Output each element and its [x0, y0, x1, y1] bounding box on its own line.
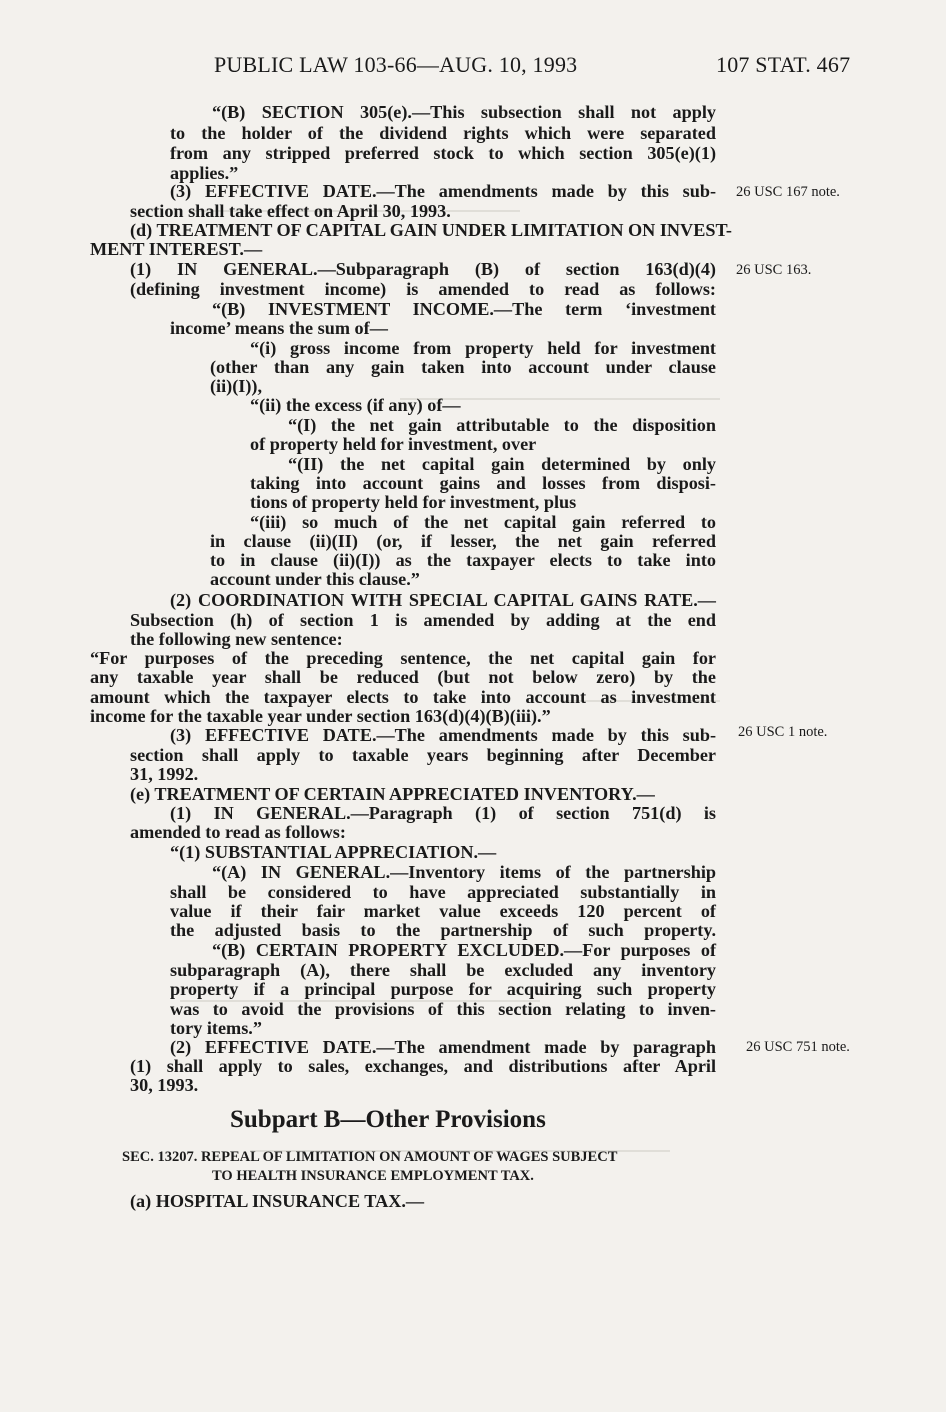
body-line: section shall take effect on April 30, 1993. [130, 201, 451, 221]
margin-note: 26 USC 751 note. [746, 1039, 850, 1055]
section-heading-line: TO HEALTH INSURANCE EMPLOYMENT TAX. [212, 1168, 534, 1184]
body-line: “(i) gross income from property held for investment [250, 338, 716, 358]
body-line: any taxable year shall be reduced (but not below zero) by the [90, 667, 716, 687]
body-line: amended to read as follows: [130, 822, 346, 842]
header-stat-page: 107 STAT. 467 [716, 52, 851, 77]
body-line: (1) IN GENERAL.—Subparagraph (B) of section 163(d)(4) [130, 259, 716, 279]
body-line: “(iii) so much of the net capital gain referred to [250, 512, 716, 532]
body-line: (1) shall apply to sales, exchanges, and distributions after April [130, 1056, 716, 1076]
body-line: (ii)(I)), [210, 376, 263, 396]
body-line: MENT INTEREST.— [90, 239, 263, 259]
body-line: (2) COORDINATION WITH SPECIAL CAPITAL GAINS RATE.— [170, 590, 716, 610]
body-line: taking into account gains and losses from disposi- [250, 473, 716, 493]
body-line: to in clause (ii)(I)) as the taxpayer elects to take into [210, 550, 716, 570]
body-line: (defining investment income) is amended to read as follows: [130, 279, 716, 299]
body-line: value if their fair market value exceeds 120 percent of [170, 901, 716, 921]
subpart-title: Subpart B—Other Provisions [230, 1106, 546, 1133]
body-line: “(B) INVESTMENT INCOME.—The term ‘investment [212, 299, 716, 319]
body-line: tions of property held for investment, plus [250, 492, 577, 512]
body-line: (other than any gain taken into account under clause [210, 357, 716, 377]
body-line: 30, 1993. [130, 1075, 199, 1095]
body-line: amount which the taxpayer elects to take into account as investment [90, 687, 716, 707]
body-line: the following new sentence: [130, 629, 343, 649]
body-line: shall be considered to have appreciated substantially in [170, 882, 716, 902]
body-line: section shall apply to taxable years beginning after December [130, 745, 716, 765]
margin-note: 26 USC 163. [736, 262, 812, 278]
body-line: 31, 1992. [130, 764, 199, 784]
body-line: from any stripped preferred stock to which section 305(e)(1) [170, 143, 716, 163]
body-line: Subsection (h) of section 1 is amended by adding at the end [130, 610, 716, 630]
body-line: “(A) IN GENERAL.—Inventory items of the partnership [212, 862, 716, 882]
body-line: property if a principal purpose for acquiring such property [170, 979, 716, 999]
body-line: “(B) SECTION 305(e).—This subsection shall not apply [212, 102, 716, 122]
body-line: of property held for investment, over [250, 434, 537, 454]
body-line: “(ii) the excess (if any) of— [250, 395, 461, 415]
body-line: tory items.” [170, 1018, 262, 1038]
margin-note: 26 USC 167 note. [736, 184, 840, 200]
body-line: “(B) CERTAIN PROPERTY EXCLUDED.—For purposes of [212, 940, 716, 960]
body-line: was to avoid the provisions of this section relating to inven- [170, 999, 716, 1019]
body-line: in clause (ii)(II) (or, if lesser, the net gain referred [210, 531, 716, 551]
body-line: to the holder of the dividend rights which were separated [170, 123, 716, 143]
body-line: (3) EFFECTIVE DATE.—The amendments made by this sub- [170, 725, 716, 745]
subsection-heading: (a) HOSPITAL INSURANCE TAX.— [130, 1191, 425, 1211]
body-line: “For purposes of the preceding sentence, the net capital gain for [90, 648, 716, 668]
body-line: subparagraph (A), there shall be excluded any inventory [170, 960, 716, 980]
body-line: “(1) SUBSTANTIAL APPRECIATION.— [170, 842, 497, 862]
header-law-title: PUBLIC LAW 103-66—AUG. 10, 1993 [214, 52, 578, 77]
body-line: (2) EFFECTIVE DATE.—The amendment made by paragraph [170, 1037, 716, 1057]
body-line: “(II) the net capital gain determined by only [288, 454, 716, 474]
body-line: (1) IN GENERAL.—Paragraph (1) of section 751(d) is [170, 803, 716, 823]
body-line: account under this clause.” [210, 569, 420, 589]
body-line: income’ means the sum of— [170, 318, 388, 338]
section-heading-line: SEC. 13207. REPEAL OF LIMITATION ON AMOUNT OF WAGES SUBJECT [122, 1149, 618, 1165]
body-line: (d) TREATMENT OF CAPITAL GAIN UNDER LIMITATION ON INVEST- [130, 220, 732, 240]
body-line: applies.” [170, 163, 239, 183]
body-line: income for the taxable year under section 163(d)(4)(B)(iii).” [90, 706, 551, 726]
margin-note: 26 USC 1 note. [738, 724, 828, 740]
body-line: (3) EFFECTIVE DATE.—The amendments made by this sub- [170, 181, 716, 201]
body-line: the adjusted basis to the partnership of such property. [170, 920, 716, 940]
body-line: (e) TREATMENT OF CERTAIN APPRECIATED INVENTORY.— [130, 784, 655, 804]
body-line: “(I) the net gain attributable to the disposition [288, 415, 716, 435]
